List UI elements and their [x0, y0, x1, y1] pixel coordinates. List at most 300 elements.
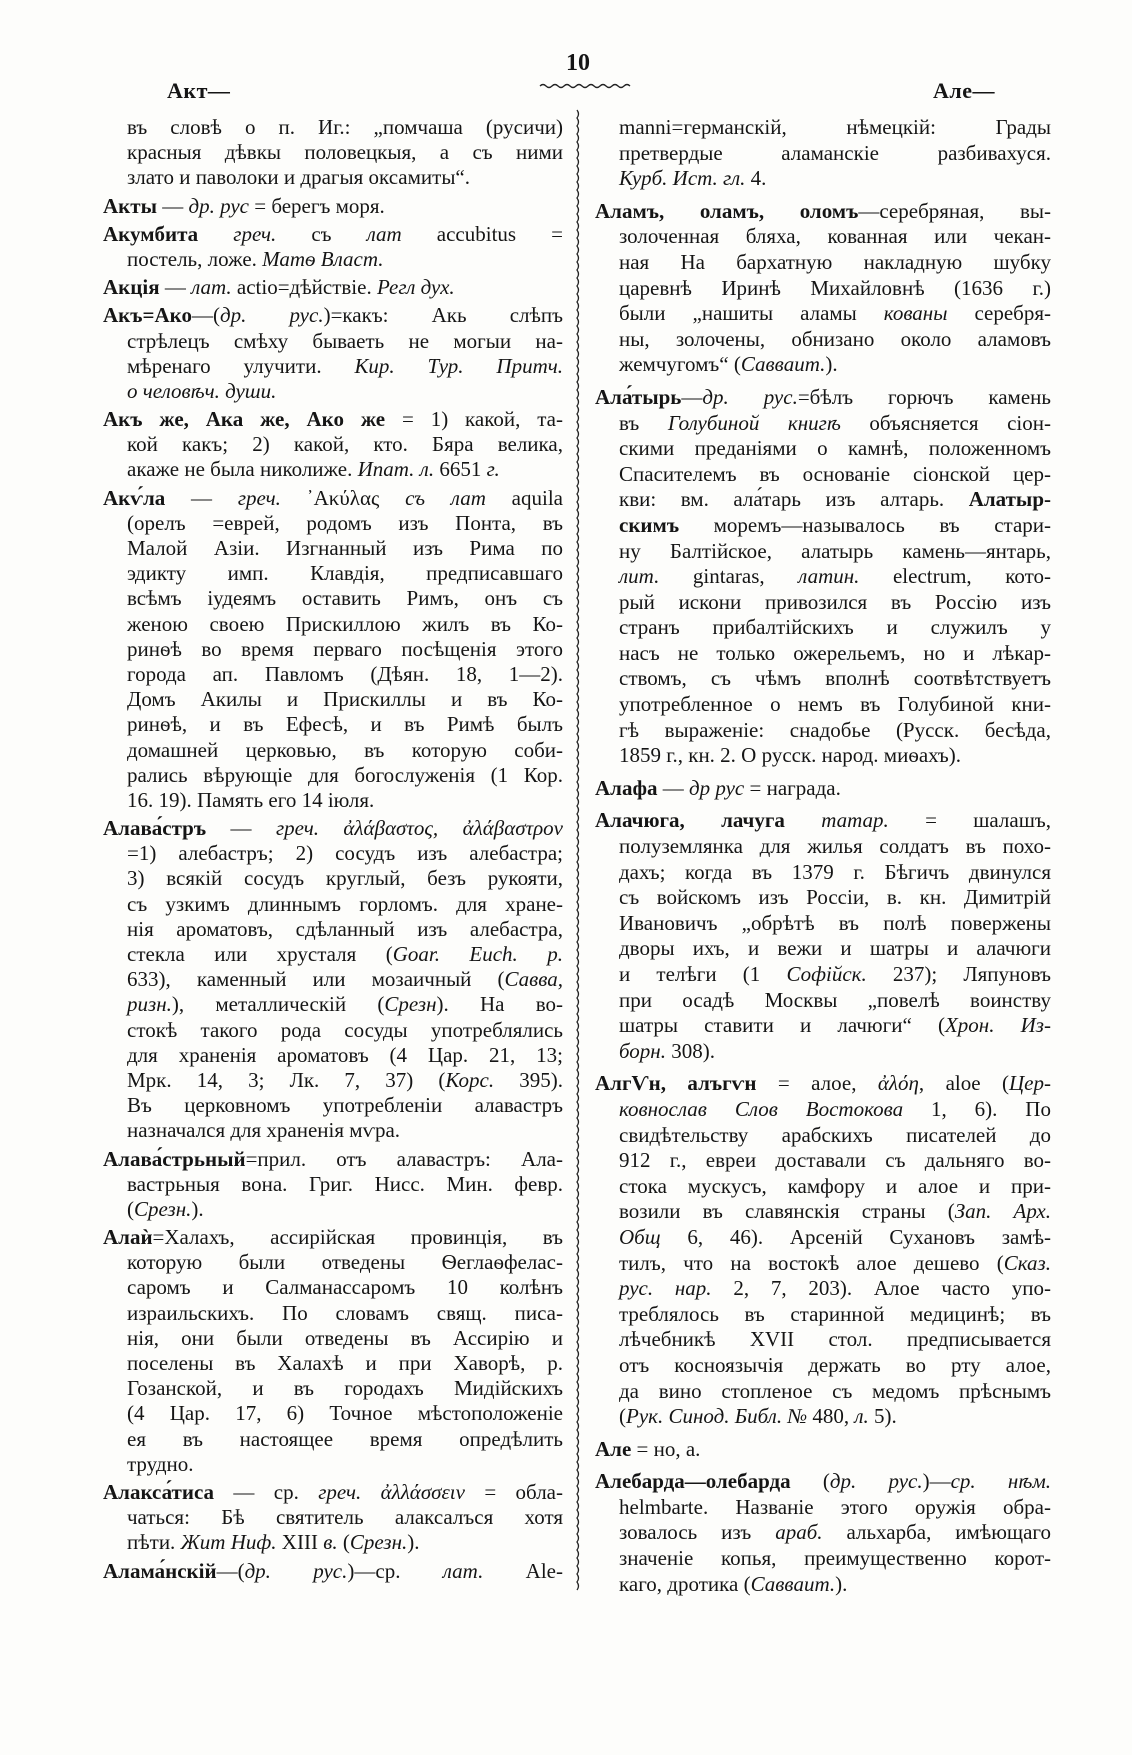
text-line — [595, 1546, 1051, 1572]
text-line — [103, 1401, 563, 1426]
text-line — [103, 486, 563, 511]
text-line — [595, 1353, 1051, 1379]
text-line — [595, 250, 1051, 276]
text-line — [595, 141, 1051, 167]
text: треблялось въ старинной медицинѣ; въ — [619, 1301, 1051, 1326]
text-line — [103, 1351, 563, 1376]
text: 395). — [494, 1067, 563, 1092]
text-line — [595, 199, 1051, 225]
italic-text: др. рус. — [244, 1558, 348, 1583]
text: стрѣлецъ смѣху бываеть не могыи на- — [127, 328, 563, 353]
text-line — [595, 1039, 1051, 1065]
text: и телѣги (1 — [619, 962, 787, 986]
text: назначался для храненія мѵра. — [127, 1118, 401, 1143]
text-line — [595, 487, 1051, 513]
text-line — [103, 457, 563, 482]
text-line — [103, 194, 563, 219]
text-line — [595, 808, 1051, 834]
text-line — [103, 1275, 563, 1300]
text: царевнѣ Иринѣ Михайловнѣ (1636 г.) — [619, 275, 1051, 300]
text-line — [595, 1123, 1051, 1149]
text: отъ косноязычія держать во рту алое, — [619, 1352, 1051, 1377]
text: 4. — [745, 166, 767, 191]
italic-text: Курб. Ист. гл. — [619, 166, 746, 191]
text-line — [595, 718, 1051, 744]
headword: Ала́тырь — [595, 384, 682, 409]
text: дворы ихъ, и вежи и шатры и алачюги — [619, 936, 1051, 961]
text: саромъ и Салманассаромъ 10 колѣнъ — [127, 1275, 563, 1300]
headword: Акты — [103, 193, 157, 218]
text-line — [103, 1480, 563, 1505]
text-line — [103, 917, 563, 942]
text-line — [103, 1301, 563, 1326]
text: = 1) какой, та- — [385, 407, 563, 432]
text: ринѳѣ во время перваго посѣщенія этого — [127, 636, 563, 661]
text: для храненія ароматовъ (4 Цар. 21, 13; — [127, 1042, 563, 1067]
text-line — [595, 1148, 1051, 1174]
entry-continuation — [103, 115, 563, 191]
running-head-right: Але— — [933, 78, 995, 103]
text-line — [595, 1572, 1051, 1598]
dictionary-entry — [103, 303, 563, 404]
headword: Алачюга, лачуга — [595, 808, 785, 833]
text: Домъ Акилы и Прискиллы и въ Ко- — [127, 687, 563, 712]
text: стокѣ такого рода сосуды употреблялись — [127, 1017, 563, 1042]
italic-text: борн. — [619, 1038, 666, 1063]
text: кви: вм. ала́тарь изъ алтарь. — [619, 487, 969, 512]
italic-text: др рус — [688, 775, 745, 800]
text: 1859 г., кн. 2. О русск. народ. миѳахъ). — [619, 743, 961, 768]
text-line — [103, 942, 563, 967]
text: лѣчебникѣ XVII стол. предписывается — [619, 1327, 1051, 1352]
column-divider — [577, 110, 579, 1590]
text-line — [103, 763, 563, 788]
text: да вино стопленое съ медомъ прѣснымъ — [619, 1378, 1051, 1403]
page-number: 10 — [566, 50, 590, 76]
text-line — [595, 1469, 1051, 1495]
text: съ — [276, 221, 367, 246]
italic-text: татар. — [821, 808, 889, 833]
text-line — [103, 1559, 563, 1584]
text-line — [103, 1093, 563, 1118]
text: ствомъ, съ чѣмъ вполнѣ соотвѣтствуетъ — [619, 666, 1051, 691]
text-line — [103, 788, 563, 813]
text: тилъ, что на востокѣ алое дешево ( — [619, 1250, 1004, 1275]
headword: Алатыр- — [968, 487, 1051, 512]
dictionary-entry — [103, 275, 563, 300]
text-line — [103, 586, 563, 611]
text-line — [595, 1013, 1051, 1039]
text: =Халахъ, ассирійская провинція, въ — [152, 1225, 563, 1250]
headword: Алава́стрьный — [103, 1146, 246, 1171]
italic-text: Goar. Euch. p. — [392, 942, 563, 966]
text-line — [103, 115, 563, 140]
text: Ale- — [483, 1558, 563, 1583]
text-line — [103, 432, 563, 457]
entry-continuation — [595, 115, 1051, 192]
text-line — [595, 1520, 1051, 1546]
text: города ап. Павломъ (Дѣян. 18, 1—2). — [127, 661, 563, 686]
text: при осадѣ Москвы „повелѣ воинству — [619, 987, 1051, 1012]
text: = алое, — [756, 1071, 878, 1096]
text-line — [103, 712, 563, 737]
text: домашней церковью, въ которую соби- — [127, 737, 563, 762]
text: 308). — [665, 1038, 715, 1063]
italic-text: Корс. — [445, 1067, 495, 1092]
italic-text: лат. — [442, 1558, 484, 1583]
text: которую были отведены Ѳеглаѳфелас- — [127, 1250, 563, 1275]
dictionary-entry — [595, 1469, 1051, 1597]
text-line — [595, 666, 1051, 692]
text: 3) всякій сосудъ круглый, безъ рукояти, — [127, 866, 563, 891]
text: ). — [191, 1196, 204, 1221]
text: стока мускусъ, камфору и алое и при- — [619, 1173, 1051, 1198]
text-line — [595, 1251, 1051, 1277]
text: злато и паволоки и драгыя оксамиты“. — [127, 165, 471, 190]
text-line — [595, 352, 1051, 378]
italic-text: Срезн. — [349, 1530, 408, 1555]
text: Мрк. 14, 3; Лк. 7, 37) ( — [127, 1067, 446, 1092]
text: 912 г., евреи доставали съ дальняго во- — [619, 1148, 1051, 1173]
text-line — [595, 385, 1051, 411]
text: нія ароматовъ, сдѣланный изъ алебастра, — [127, 916, 563, 941]
text-line — [103, 1147, 563, 1172]
headword: Але — [595, 1436, 632, 1461]
text: 16. 19). Память его 14 іюля. — [127, 787, 375, 812]
text: Спасителемъ въ основаніе сіонской цер- — [619, 461, 1051, 486]
text-line — [595, 1276, 1051, 1302]
text: 6, 46). Арсеній Сухановъ замѣ- — [660, 1224, 1051, 1249]
text: — — [681, 384, 703, 409]
text: ея въ настоящее время опредѣлить — [127, 1426, 563, 1451]
text: пѣти. — [127, 1530, 181, 1555]
headword: скимъ — [619, 512, 680, 537]
text: рый искони привозился въ Россію изъ — [619, 589, 1051, 614]
text-line — [103, 407, 563, 432]
text-line — [103, 1376, 563, 1401]
headword: Акѵ́ла — [103, 485, 166, 510]
text-line — [103, 1452, 563, 1477]
text-line — [103, 687, 563, 712]
text: XIII — [276, 1530, 324, 1555]
text: съ узкимъ длиннымъ горломъ. для хране- — [127, 891, 563, 916]
text: actio=дѣйствіе. — [231, 275, 377, 300]
text: accubitus = — [401, 221, 564, 246]
text: manni=германскій, нѣмецкій: Грады — [619, 115, 1051, 139]
italic-text: Срезн. — [134, 1196, 192, 1221]
text: — — [156, 193, 189, 218]
text-line — [595, 436, 1051, 462]
text-line — [103, 612, 563, 637]
text-line — [595, 301, 1051, 327]
text-line — [595, 1302, 1051, 1328]
text: ( — [790, 1469, 830, 1494]
text-line — [103, 738, 563, 763]
italic-text: л. — [854, 1404, 869, 1429]
italic-text: лат — [366, 221, 402, 246]
italic-text: Срезн — [384, 992, 437, 1017]
text: вастрьныя вона. Григ. Нисс. Мин. февр. — [127, 1171, 563, 1196]
text-line — [595, 1327, 1051, 1353]
text: были „нашиты аламы — [619, 301, 884, 326]
text: — — [206, 816, 276, 841]
text: дахъ; когда въ 1379 г. Бѣгичъ двинулся — [619, 859, 1051, 884]
text-line — [595, 1071, 1051, 1097]
text: рались вѣрующіе для богослуженія (1 Кор. — [127, 762, 563, 787]
text: ). — [407, 1530, 420, 1555]
italic-text: греч. ἀλάβαστος, ἀλάβαστρον — [275, 816, 563, 841]
text-line — [103, 1197, 563, 1222]
text-line — [103, 1505, 563, 1530]
text: трудно. — [127, 1451, 194, 1476]
text: —( — [216, 1558, 245, 1583]
italic-text: рус. нар. — [619, 1276, 712, 1301]
text-line — [103, 1250, 563, 1275]
text: = шалашъ, — [888, 808, 1051, 833]
text: съ войскомъ изъ Россіи, в. кн. Димитрій — [619, 885, 1051, 910]
headword: Акъ=Ако — [103, 303, 192, 328]
text-line — [103, 1427, 563, 1452]
text: =бѣлъ горючъ камень — [797, 384, 1051, 409]
dictionary-entry — [595, 1071, 1051, 1429]
text: ( — [337, 1530, 350, 1555]
text: зовалось изъ — [619, 1520, 776, 1545]
text: (орелъ =еврей, родомъ изъ Понта, въ — [127, 510, 563, 535]
text: Гозанской, и въ городахъ Мидійскихъ — [127, 1376, 563, 1401]
text-line — [595, 988, 1051, 1014]
italic-text: Ипат. л. — [357, 457, 435, 482]
italic-text: Голубиной книгѣ — [667, 410, 841, 435]
italic-text: араб. — [775, 1520, 823, 1545]
italic-text: ἀλόη — [877, 1071, 919, 1096]
text-line — [103, 511, 563, 536]
text-line — [103, 140, 563, 165]
text-line — [595, 885, 1051, 911]
italic-text: съ лат — [405, 485, 486, 510]
dictionary-entry — [103, 816, 563, 1143]
italic-text: греч. — [233, 221, 277, 246]
text: —серебряная, вы- — [858, 198, 1051, 223]
text: альхарба, имѣющаго — [822, 1520, 1051, 1545]
text-line — [103, 1172, 563, 1197]
italic-text: о человѣч. души. — [127, 378, 277, 403]
headword: Алакса́тиса — [103, 1479, 215, 1504]
text-line — [103, 992, 563, 1017]
italic-text: Саввaит. — [750, 1571, 836, 1596]
text-line — [103, 1118, 563, 1143]
text: — — [657, 775, 689, 800]
text-line — [103, 165, 563, 190]
text: = награда. — [744, 775, 841, 800]
text-line — [595, 860, 1051, 886]
text: 480, — [807, 1404, 855, 1429]
italic-text: др. рус. — [829, 1469, 923, 1494]
text-line — [103, 816, 563, 841]
dictionary-entry — [103, 486, 563, 813]
text-line — [103, 222, 563, 247]
text-line — [595, 776, 1051, 802]
text: золоченная бляха, кованная или чекан- — [619, 224, 1051, 249]
text-line — [103, 866, 563, 891]
text-line — [595, 1174, 1051, 1200]
italic-text: г. — [486, 457, 500, 482]
running-head-left: Акт— — [167, 78, 231, 103]
headword: АлгѴн, алъгѵн — [595, 1071, 757, 1096]
text-line — [103, 662, 563, 687]
text: въ — [619, 410, 668, 435]
text: 5). — [868, 1404, 897, 1429]
text: претвердые аламанскіе разбивахуся. — [619, 140, 1051, 165]
text: )—ср. — [347, 1558, 443, 1583]
text: стекла или хрусталя ( — [127, 942, 393, 966]
text: 2, 7, 203). Алое часто упо- — [711, 1276, 1051, 1301]
text: 237); Ляпуновъ — [866, 962, 1051, 986]
italic-text: др. рус. — [219, 303, 324, 328]
text: чаться: Бѣ святитель алаксалъся хотя — [127, 1505, 563, 1530]
italic-text: Сказ. — [1003, 1250, 1051, 1275]
text-line — [103, 303, 563, 328]
text-line — [595, 539, 1051, 565]
text-line — [103, 892, 563, 917]
italic-text: латин. — [798, 564, 860, 589]
text: Въ церковномъ употребленіи алавастръ — [127, 1093, 563, 1118]
headword: Акція — [103, 275, 160, 300]
text-line — [595, 564, 1051, 590]
text: скими преданіями о камнѣ, положенномъ — [619, 436, 1051, 461]
text: 633), каменный или мозаичный ( — [127, 967, 505, 992]
text-line — [595, 276, 1051, 302]
text: ). На во- — [436, 992, 563, 1017]
italic-text: ковнослав Слов Востокова — [619, 1096, 904, 1121]
italic-text: Матѳ Власт. — [262, 246, 384, 271]
text: ). — [835, 1571, 848, 1596]
text-line — [103, 1225, 563, 1250]
dictionary-entry — [595, 808, 1051, 1064]
dictionary-entry — [595, 776, 1051, 802]
text-line — [595, 1495, 1051, 1521]
text: въ словѣ о п. Иг.: „помчаша (русичи) — [127, 115, 563, 139]
text-line — [103, 1043, 563, 1068]
text-line — [595, 1225, 1051, 1251]
dictionary-entry — [103, 407, 563, 483]
text-line — [595, 513, 1051, 539]
italic-text: Хрон. Из- — [944, 1013, 1051, 1038]
dictionary-entry — [595, 199, 1051, 378]
italic-text: Рук. Синод. Библ. № — [626, 1404, 808, 1429]
text: ). — [825, 352, 838, 377]
text-line — [595, 1199, 1051, 1225]
text-line — [595, 743, 1051, 769]
italic-text: кованы — [883, 301, 948, 326]
text-line — [595, 115, 1051, 141]
text: употребленное о немъ въ Голубиной кни- — [619, 692, 1051, 717]
text: ны, золочены, обнизано около аламовъ — [619, 326, 1051, 351]
text-line — [103, 329, 563, 354]
text: странъ прибалтійскихъ и служилъ у — [619, 615, 1051, 640]
text-line — [595, 1437, 1051, 1463]
headword: Акъ же, Ака же, Ако же — [103, 407, 386, 432]
italic-text: ризн. — [127, 992, 172, 1017]
italic-text: греч. — [237, 485, 281, 510]
text-line — [103, 1068, 563, 1093]
text: ( — [127, 1196, 134, 1221]
text-line — [103, 1530, 563, 1555]
italic-text: др. рус. — [702, 384, 798, 409]
text: шатры ставити и лачюги“ ( — [619, 1013, 945, 1038]
italic-text: Цер- — [1009, 1071, 1051, 1096]
italic-text: Зап. Арх. — [954, 1199, 1051, 1224]
text: жемчугомъ“ ( — [619, 352, 741, 377]
text-line — [103, 275, 563, 300]
dictionary-entry — [103, 1480, 563, 1556]
text-line — [103, 379, 563, 404]
italic-text: Жит Ниф. — [180, 1530, 277, 1555]
left-column — [103, 115, 563, 1584]
text: aquila — [485, 485, 563, 510]
text: —( — [191, 303, 220, 328]
text-line — [103, 247, 563, 272]
text-line — [595, 462, 1051, 488]
text: женою своею Прискиллою жилъ въ Ко- — [127, 611, 563, 636]
text: Малой Азіи. Изгнанный изъ Рима по — [127, 536, 563, 560]
text: красныя дѣвкы половецкыя, а съ ними — [127, 140, 563, 165]
text: израильскихъ. По словамъ свящ. писа- — [127, 1300, 563, 1325]
text-line — [595, 411, 1051, 437]
text-line — [595, 327, 1051, 353]
text: )=какъ: Акь слѣпъ — [323, 303, 563, 328]
italic-text: в. — [323, 1530, 338, 1555]
text-line — [595, 911, 1051, 937]
text-line — [595, 641, 1051, 667]
text: helmbarte. Названіе этого оружія обра- — [619, 1494, 1051, 1519]
dictionary-entry — [103, 1147, 563, 1223]
italic-text: Саввaит. — [740, 352, 826, 377]
text: 6651 — [434, 457, 487, 482]
text-line — [103, 841, 563, 866]
text: гѣ выраженіе: снадобье (Русск. бесѣда, — [619, 717, 1051, 742]
text: ная На бархатную накладную шубку — [619, 249, 1051, 274]
right-column — [595, 115, 1051, 1597]
headword: Акумбита — [103, 221, 199, 246]
dictionary-entry — [103, 1559, 563, 1584]
text-line — [103, 637, 563, 662]
text: ринѳѣ, и въ Ефесѣ, и въ Римѣ былъ — [127, 712, 563, 737]
dictionary-entry — [103, 194, 563, 219]
italic-text: др. рус — [188, 193, 249, 218]
text-line — [595, 936, 1051, 962]
text-line — [595, 962, 1051, 988]
text-line — [103, 1018, 563, 1043]
text — [785, 808, 821, 832]
dictionary-entry — [103, 1225, 563, 1477]
headword: Алебарда—олебарда — [595, 1469, 791, 1494]
text: мѣренаго улучити. — [127, 353, 355, 378]
text: кой какъ; 2) какой, кто. Бяра велика, — [127, 432, 563, 457]
text: gintaras, — [659, 564, 799, 589]
text: постель, ложе. — [127, 246, 263, 271]
page-number-wavy-rule — [540, 85, 630, 88]
text: = обла- — [464, 1479, 563, 1504]
text: возили въ славянскія страны ( — [619, 1199, 955, 1224]
text-line — [103, 354, 563, 379]
text: эдикту имп. Клавдія, предписавшаго — [127, 561, 563, 586]
text: моремъ—называлось въ стари- — [679, 512, 1051, 537]
italic-text: Кир. Тур. Притч. — [354, 353, 564, 378]
text: полуземлянка для жилья солдатъ въ похо- — [619, 834, 1051, 859]
text: =прил. отъ алавастръ: Ала- — [245, 1146, 563, 1171]
text-line — [595, 834, 1051, 860]
italic-text: лат. — [191, 275, 232, 300]
